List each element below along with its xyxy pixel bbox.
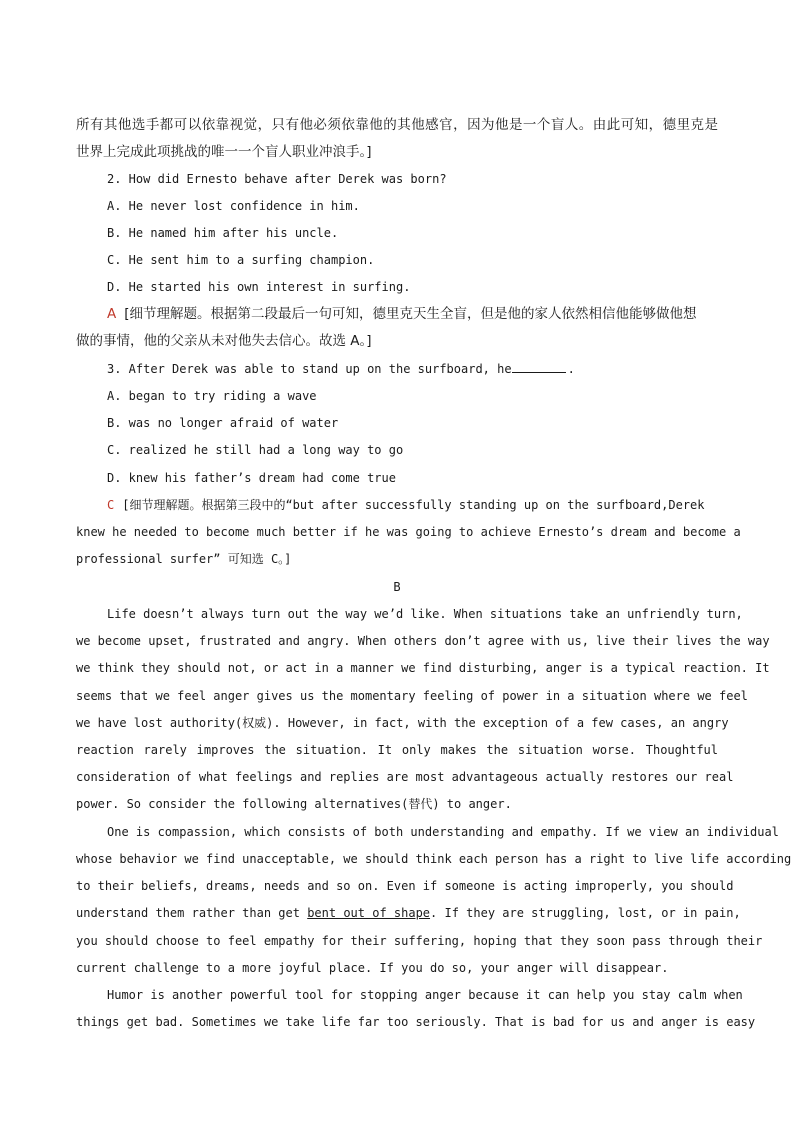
para1-line-7: consideration of what feelings and replies are most advantageous actually restores our real bbox=[76, 770, 734, 784]
question-2-option-c: C. He sent him to a surfing champion. bbox=[107, 253, 375, 267]
underlined-phrase: bent out of shape bbox=[307, 906, 431, 920]
top-paragraph-line-1: 所有其他选手都可以依靠视觉，只有他必须依靠他的其他感官，因为他是一个盲人。由此可知，德里克是 bbox=[76, 117, 718, 133]
question-3-answer-letter: C bbox=[107, 498, 115, 512]
para2-line-6: current challenge to a more joyful place. If you do so, your anger will disappear. bbox=[76, 961, 669, 975]
para2-line-3: to their beliefs, dreams, needs and so on. Even if someone is acting improperly, you should bbox=[76, 879, 734, 893]
question-2-answer-letter: A bbox=[107, 306, 117, 322]
question-3-option-d: D. knew his father’s dream had come true bbox=[107, 471, 396, 485]
question-2-option-b: B. He named him after his uncle. bbox=[107, 226, 339, 240]
para1-line-3: we think they should not, or act in a manner we find disturbing, anger is a typical reaction. It bbox=[76, 661, 770, 675]
para2-line-4-end: . If they are struggling, lost, or in pain, bbox=[430, 906, 741, 920]
para3-line-2: things get bad. Sometimes we take life far too seriously. That is bad for us and anger is easy bbox=[76, 1015, 756, 1029]
para2-line-1: One is compassion, which consists of both understanding and empathy. If we view an individual bbox=[107, 825, 779, 839]
question-3-explanation-line-2: knew he needed to become much better if he was going to achieve Ernesto’s dream and become a bbox=[76, 525, 741, 539]
question-2-explanation-line-2: 做的事情，他的父亲从未对他失去信心。故选 A。] bbox=[76, 333, 372, 349]
question-3-explanation-text: [细节理解题。根据第三段中的“but after successfully standing up on the surfboard,Derek bbox=[122, 498, 705, 512]
para1-line-5: we have lost authority(权威). However, in fact, with the exception of a few cases, an angry bbox=[76, 716, 729, 730]
para2-line-4-start: understand them rather than get bbox=[76, 906, 300, 920]
para2-line-4 bbox=[76, 904, 741, 922]
question-3-text-start: 3. After Derek was able to stand up on the surfboard, he bbox=[107, 362, 512, 376]
question-3-option-a: A. began to try riding a wave bbox=[107, 389, 317, 403]
para1-line-4: seems that we feel anger gives us the momentary feeling of power in a situation where we feel bbox=[76, 689, 748, 703]
section-b-heading: B bbox=[393, 580, 401, 594]
para1-line-8: power. So consider the following alternatives(替代) to anger. bbox=[76, 797, 512, 811]
para1-line-1: Life doesn’t always turn out the way we’d like. When situations take an unfriendly turn, bbox=[107, 607, 743, 621]
question-2-option-d: D. He started his own interest in surfing. bbox=[107, 280, 411, 294]
para2-line-2: whose behavior we find unacceptable, we should think each person has a right to live life according bbox=[76, 852, 792, 866]
question-3-option-b: B. was no longer afraid of water bbox=[107, 416, 339, 430]
para1-line-6: reaction rarely improves the situation. It only makes the situation worse. Thoughtful bbox=[76, 743, 718, 757]
question-3-option-c: C. realized he still had a long way to go bbox=[107, 443, 404, 457]
question-3-explanation-line-3: professional surfer” 可知选 C。] bbox=[76, 552, 292, 566]
question-2-explanation-line-1 bbox=[107, 305, 718, 323]
para2-line-5: you should choose to feel empathy for their suffering, hoping that they soon pass through their bbox=[76, 934, 763, 948]
para3-line-1: Humor is another powerful tool for stopping anger because it can help you stay calm when bbox=[107, 988, 743, 1002]
question-3-explanation-line-1 bbox=[107, 496, 718, 514]
top-paragraph-line-2: 世界上完成此项挑战的唯一一个盲人职业冲浪手。] bbox=[76, 144, 372, 160]
question-3-blank bbox=[512, 360, 566, 373]
question-2-explanation-text: [细节理解题。根据第二段最后一句可知，德里克天生全盲，但是他的家人依然相信他能够做他想 bbox=[124, 306, 697, 322]
question-2-text: 2. How did Ernesto behave after Derek was born? bbox=[107, 172, 447, 186]
question-3-text-end: . bbox=[567, 362, 575, 376]
question-2-option-a: A. He never lost confidence in him. bbox=[107, 199, 360, 213]
para1-line-2: we become upset, frustrated and angry. When others don’t agree with us, live their lives the way bbox=[76, 634, 770, 648]
question-3-text bbox=[107, 360, 718, 378]
